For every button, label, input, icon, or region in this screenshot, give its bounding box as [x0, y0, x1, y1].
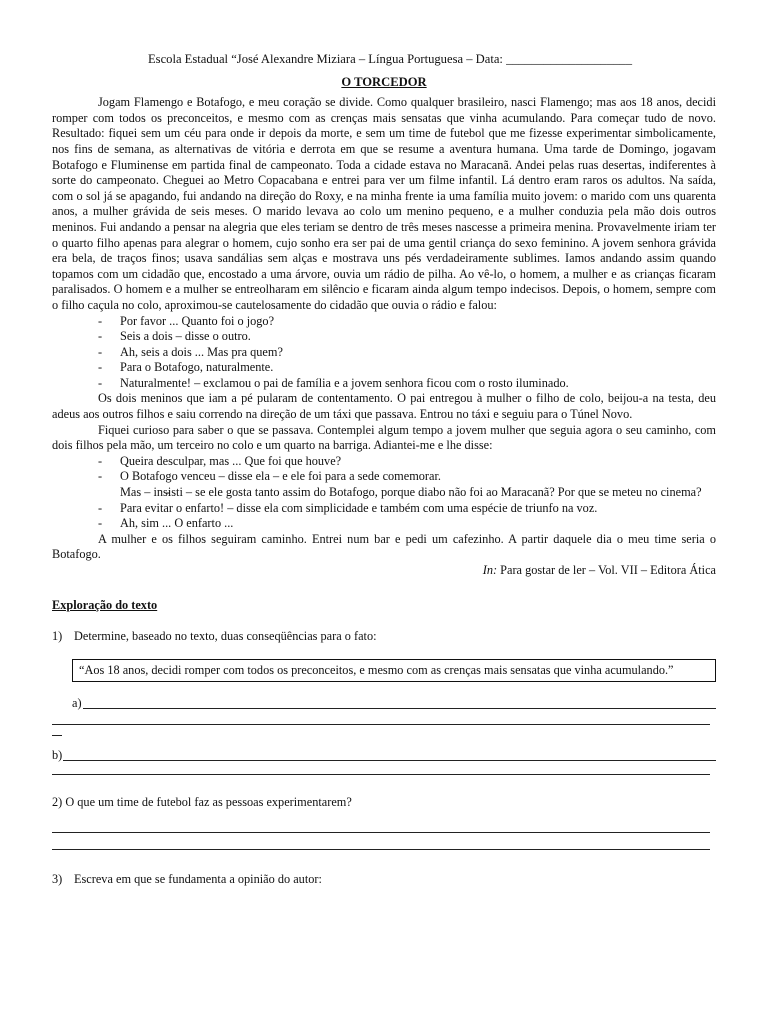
dialog-line: - Por favor ... Quanto foi o jogo?: [52, 314, 716, 330]
dialog-list-1: [52, 314, 716, 392]
answer-b-label: b): [52, 747, 63, 762]
question-1-text: Determine, baseado no texto, duas conseqüências para o fato:: [74, 629, 377, 644]
dialog-list-2: [52, 454, 716, 532]
story-paragraph-3: Fiquei curioso para saber o que se passava. Contemplei algum tempo a jovem mulher que seguia agora o seu caminho, com dois filhos pela mão, um terceiro no colo e um quarto na barriga. Adiantei-me e lhe disse:: [52, 422, 716, 453]
answer-a-blank-2[interactable]: [52, 724, 710, 725]
source-text: Para gostar de ler – Vol. VII – Editora Ática: [497, 563, 716, 577]
source-citation: [52, 563, 716, 579]
dialog-line: - Seis a dois – disse o outro.: [52, 329, 716, 345]
answer-b-blank[interactable]: [63, 760, 716, 761]
quote-box: “Aos 18 anos, decidi romper com todos os preconceitos, e mesmo com as crenças mais sensatas que vinha acumulando.”: [72, 659, 716, 683]
question-3-text: Escreva em que se fundamenta a opinião do autor:: [74, 872, 322, 887]
question-1-number: 1): [52, 629, 63, 644]
question-2: 2) O que um time de futebol faz as pessoas experimentarem?: [52, 794, 352, 809]
answer-a-blank-3[interactable]: [52, 735, 62, 736]
dialog-line: - O Botafogo venceu – disse ela – e ele foi para a sede comemorar.: [52, 469, 716, 485]
dialog-line: - Ah, seis a dois ... Mas pra quem?: [52, 345, 716, 361]
answer-2-blank-1[interactable]: [52, 832, 710, 833]
dialog-line: - Para evitar o enfarto! – disse ela com simplicidade e também com uma espécie de triunfo na voz.: [52, 501, 716, 517]
dialog-line: - Mas – insisti – se ele gosta tanto assim do Botafogo, porque diabo não foi ao Maracanã? Por que se meteu no cinema?: [52, 485, 716, 501]
answer-a-label: a): [72, 696, 82, 711]
dialog-line: - Naturalmente! – exclamou o pai de família e a jovem senhora ficou com o rosto iluminado.: [52, 376, 716, 392]
answer-b-blank-2[interactable]: [52, 774, 710, 775]
question-3: [52, 872, 716, 888]
answer-a-line[interactable]: [52, 696, 716, 712]
answer-2-blank-2[interactable]: [52, 849, 710, 850]
story-paragraph-1: Jogam Flamengo e Botafogo, e meu coração se divide. Como qualquer brasileiro, nasci Flamengo; mas aos 18 anos, decidi romper com todos os preconceitos, e mesmo com as crenças mais sensatas que vinha acumulando. Para começar tudo de novo. Resultado: fiquei sem um céu para onde ir depois da morte, e sem um time de futebol que me fizesse experimentar simbolicamente, nos fins de semana, as alternativas de vitória e derrota em que se resume a aventura humana. Uma tarde de Domingo, jogavam Botafogo e Fluminense em partida final de campeonato. Toda a cidade estava no Maracanã. Andei pelas ruas desertas, indiferentes à sorte do campeonato. Cheguei ao Metro Copacabana e entrei para ver um filme infantil. Lá dentro eram raros os adultos. Na saída, com o sol já se apagando, fui andando na direção do Roxy, e na minha frente ia uma família muito jovem: o marido com uns quarenta anos, a mulher grávida de seis meses. O marido levava ao colo um menino pequeno, e a mulher conduzia pela mão dois outros meninos. Fui andando a pensar na alegria que eles teriam se dentro de três meses nascesse a primeira menina. Provavelmente iriam ter o quarto filho apenas para alegrar o homem, cujo sonho era ser pai de uma gentil criança do sexo feminino. A jovem senhora grávida era bela, de traços finos; usava sandálias sem alças e mostrava uns pés verdadeiramente sublimes. Iamos andando assim quando topamos com um cidadão que, encostado a uma árvore, ouvia um rádio de pilha. Ao vê-lo, o homem, a mulher e as crianças ficaram paralisados. O homem e a mulher se entreolharam em silêncio e ficaram ainda algum tempo indecisos. Depois, o homem, sempre com o filho caçula no colo, aproximou-se cautelosamente do cidadão que ouvia o rádio e falou:: [52, 95, 716, 312]
story-paragraph-4: A mulher e os filhos seguiram caminho. Entrei num bar e pedi um cafezinho. A partir daquele dia o meu time seria o Botafogo.: [52, 531, 716, 562]
worksheet-page: [52, 52, 716, 888]
dialog-line: - Para o Botafogo, naturalmente.: [52, 360, 716, 376]
question-3-number: 3): [52, 872, 63, 887]
answer-a-blank[interactable]: [83, 708, 716, 709]
story-paragraph-2: Os dois meninos que iam a pé pularam de contentamento. O pai entregou à mulher o filho de colo, beijou-a na testa, deu adeus aos outros filhos e saiu correndo na direção de um táxi que passava. Entrou no táxi e seguiu para o Túnel Novo.: [52, 391, 716, 422]
school-header: Escola Estadual “José Alexandre Miziara – Língua Portuguesa – Data: ____________________: [147, 52, 633, 66]
question-1: [52, 629, 716, 645]
exercise-heading: Exploração do texto: [52, 597, 158, 612]
answer-b-line[interactable]: [52, 748, 716, 764]
source-in-label: In:: [482, 563, 498, 577]
story-title: O TORCEDOR: [341, 74, 427, 89]
dialog-line: - Queira desculpar, mas ... Que foi que houve?: [52, 454, 716, 470]
dialog-line: - Ah, sim ... O enfarto ...: [52, 516, 716, 532]
